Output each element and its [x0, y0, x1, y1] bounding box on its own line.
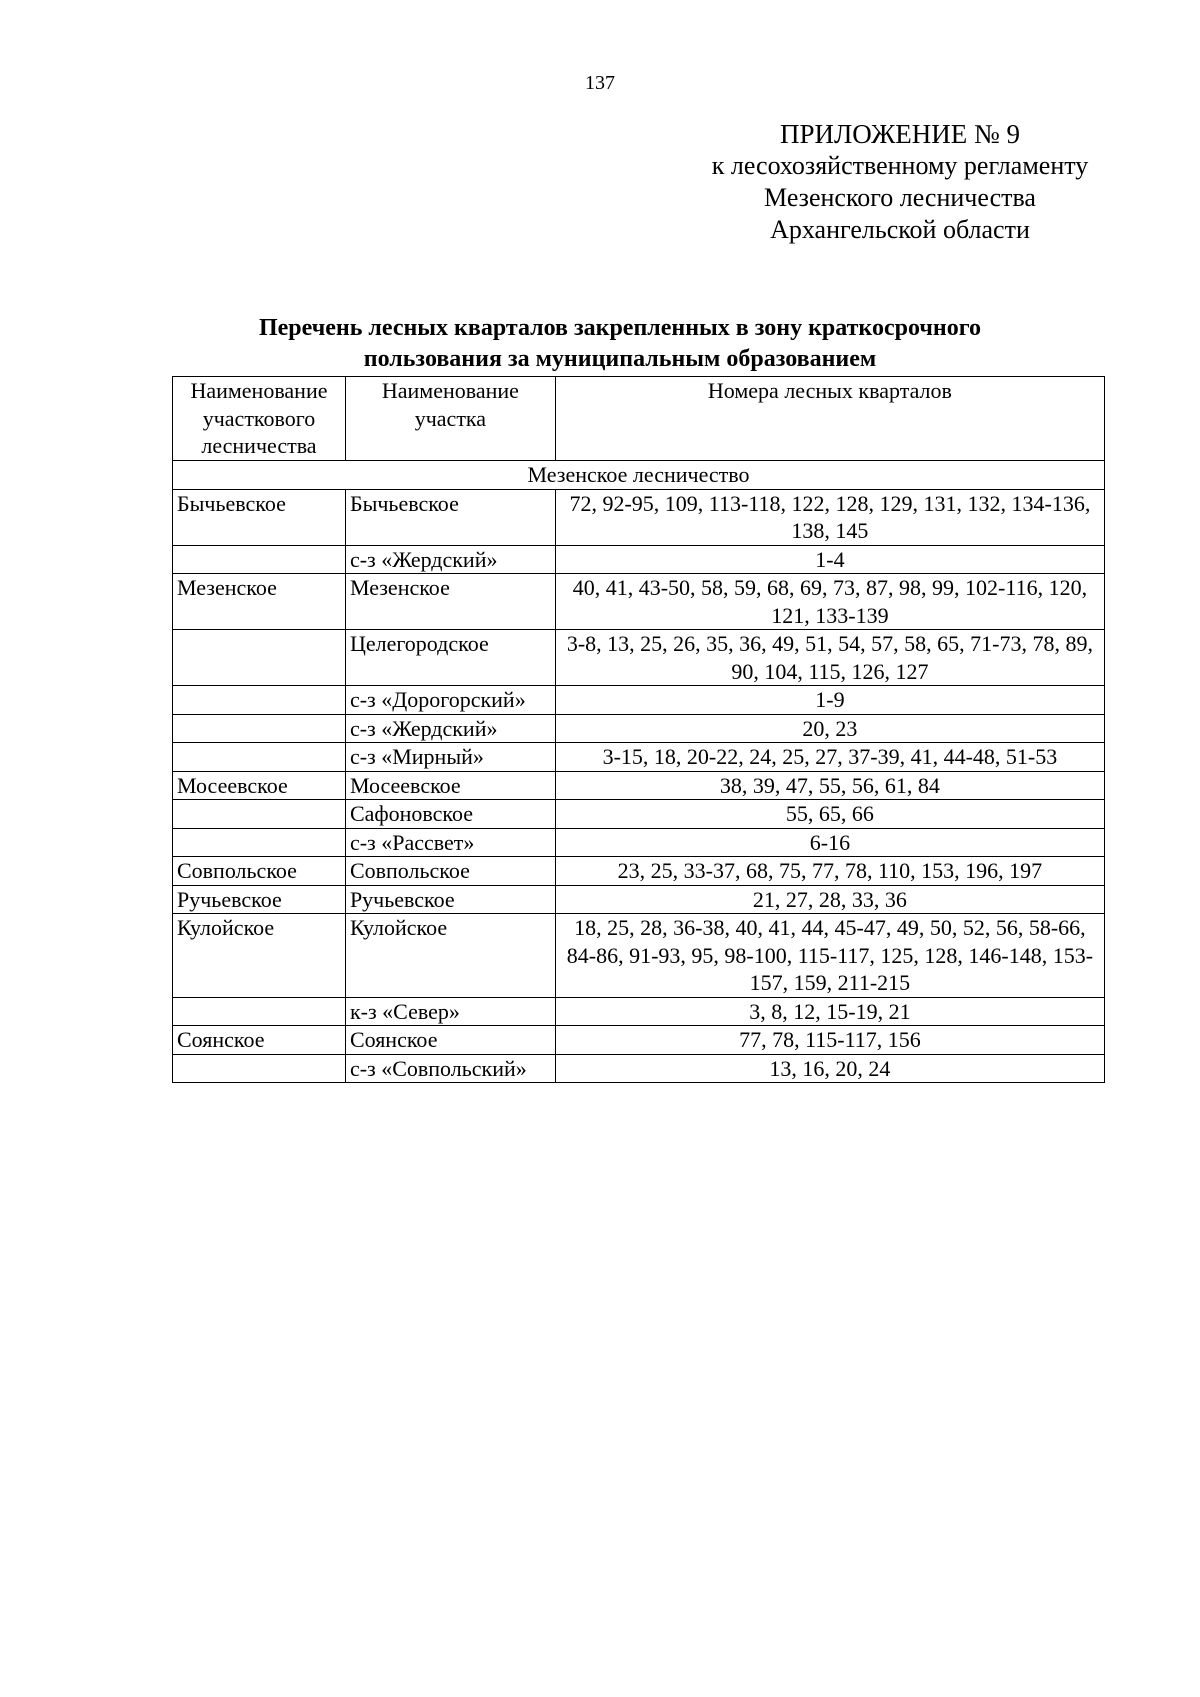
table-row	[173, 1026, 1105, 1055]
quarters-cell: 18, 25, 28, 36-38, 40, 41, 44, 45-47, 49, 50, 52, 56, 58-66, 84-86, 91-93, 95, 98-100, 115-117, 125, 128, 146-148, 153-157, 159, 211-215	[555, 914, 1104, 998]
table-header-row	[173, 377, 1105, 461]
section-cell: с-з «Рассвет»	[345, 828, 555, 857]
quarters-cell: 21, 27, 28, 33, 36	[555, 885, 1104, 914]
quarters-cell: 20, 23	[555, 714, 1104, 743]
table-row	[173, 545, 1105, 574]
district-cell	[173, 743, 346, 772]
header-section: Наименование участка	[345, 377, 555, 461]
table-row	[173, 574, 1105, 630]
appendix-line: к лесохозяйственному регламенту	[711, 151, 1089, 180]
quarters-cell: 13, 16, 20, 24	[555, 1054, 1104, 1083]
document-title-line: пользования за муниципальным образованием	[363, 346, 877, 372]
section-cell: Бычьевское	[345, 489, 555, 545]
table-row	[173, 743, 1105, 772]
appendix-header	[600, 118, 1200, 246]
section-cell: с-з «Дорогорский»	[345, 686, 555, 715]
district-cell: Ручьевское	[173, 885, 346, 914]
group-title: Мезенское лесничество	[173, 461, 1105, 490]
district-cell: Бычьевское	[173, 489, 346, 545]
table-row	[173, 771, 1105, 800]
quarters-cell: 72, 92-95, 109, 113-118, 122, 128, 129, 131, 132, 134-136, 138, 145	[555, 489, 1104, 545]
table-row	[173, 885, 1105, 914]
table-row	[173, 489, 1105, 545]
district-cell: Соянское	[173, 1026, 346, 1055]
district-cell	[173, 1054, 346, 1083]
district-cell	[173, 630, 346, 686]
appendix-line: Мезенского лесничества	[764, 183, 1036, 212]
page-number: 137	[585, 72, 615, 94]
section-cell: Соянское	[345, 1026, 555, 1055]
section-cell: к-з «Север»	[345, 997, 555, 1026]
forest-quarters-table	[172, 376, 1105, 1083]
quarters-cell: 1-4	[555, 545, 1104, 574]
document-title-line: Перечень лесных кварталов закрепленных в зону краткосрочного	[258, 315, 981, 341]
district-cell: Кулойское	[173, 914, 346, 998]
section-cell: Ручьевское	[345, 885, 555, 914]
district-cell: Мезенское	[173, 574, 346, 630]
quarters-cell: 23, 25, 33-37, 68, 75, 77, 78, 110, 153, 196, 197	[555, 857, 1104, 886]
table-row	[173, 1054, 1105, 1083]
table-row	[173, 714, 1105, 743]
quarters-cell: 40, 41, 43-50, 58, 59, 68, 69, 73, 87, 98, 99, 102-116, 120, 121, 133-139	[555, 574, 1104, 630]
district-cell	[173, 714, 346, 743]
district-cell	[173, 800, 346, 829]
quarters-cell: 77, 78, 115-117, 156	[555, 1026, 1104, 1055]
district-cell: Мосеевское	[173, 771, 346, 800]
quarters-cell: 6-16	[555, 828, 1104, 857]
section-cell: с-з «Мирный»	[345, 743, 555, 772]
quarters-cell: 55, 65, 66	[555, 800, 1104, 829]
section-cell: Кулойское	[345, 914, 555, 998]
table-row	[173, 997, 1105, 1026]
appendix-line: Архангельской области	[770, 215, 1030, 244]
section-cell: с-з «Жердский»	[345, 714, 555, 743]
header-district: Наименование участкового лесничества	[173, 377, 346, 461]
quarters-cell: 3, 8, 12, 15-19, 21	[555, 997, 1104, 1026]
header-quarters: Номера лесных кварталов	[555, 377, 1104, 461]
section-cell: Целегородское	[345, 630, 555, 686]
section-cell: Мезенское	[345, 574, 555, 630]
table-row	[173, 857, 1105, 886]
section-cell: Сафоновское	[345, 800, 555, 829]
district-cell: Совпольское	[173, 857, 346, 886]
section-cell: с-з «Жердский»	[345, 545, 555, 574]
section-cell: Совпольское	[345, 857, 555, 886]
table-group-row	[173, 461, 1105, 490]
district-cell	[173, 997, 346, 1026]
quarters-cell: 1-9	[555, 686, 1104, 715]
document-title	[160, 313, 1080, 375]
section-cell: Мосеевское	[345, 771, 555, 800]
appendix-title: ПРИЛОЖЕНИЕ № 9	[779, 119, 1021, 149]
quarters-cell: 38, 39, 47, 55, 56, 61, 84	[555, 771, 1104, 800]
table-row	[173, 828, 1105, 857]
district-cell	[173, 828, 346, 857]
section-cell: с-з «Совпольский»	[345, 1054, 555, 1083]
table-row	[173, 686, 1105, 715]
district-cell	[173, 686, 346, 715]
table-row	[173, 800, 1105, 829]
quarters-cell: 3-8, 13, 25, 26, 35, 36, 49, 51, 54, 57, 58, 65, 71-73, 78, 89, 90, 104, 115, 126, 127	[555, 630, 1104, 686]
table-row	[173, 630, 1105, 686]
quarters-cell: 3-15, 18, 20-22, 24, 25, 27, 37-39, 41, 44-48, 51-53	[555, 743, 1104, 772]
district-cell	[173, 545, 346, 574]
table-row	[173, 914, 1105, 998]
